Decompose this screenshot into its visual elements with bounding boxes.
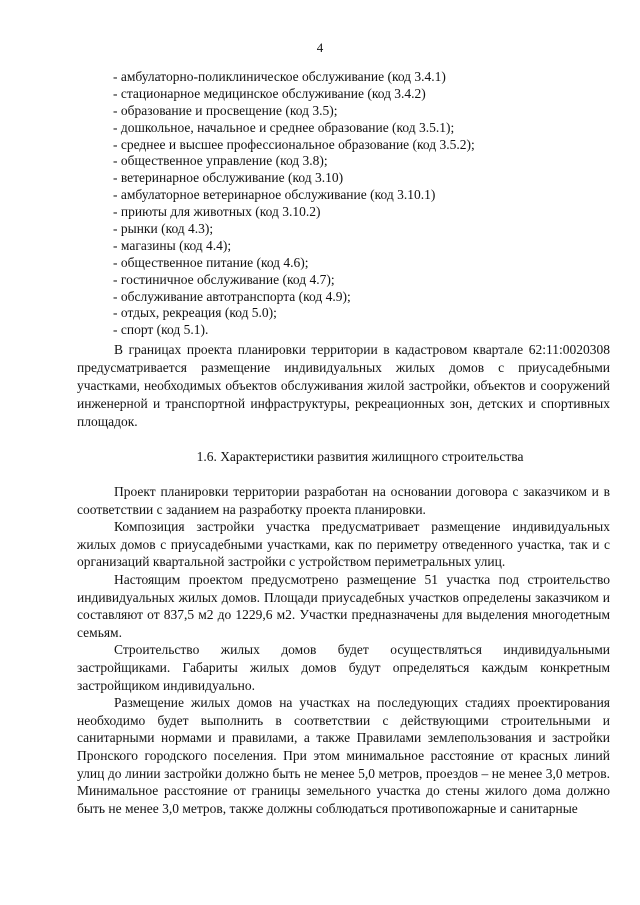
list-item: - дошкольное, начальное и среднее образование (код 3.5.1);: [113, 119, 455, 135]
list-item: - приюты для животных (код 3.10.2): [113, 204, 321, 220]
intro-block: [77, 341, 610, 431]
body-paragraph: Проект планировки территории разработан на основании договора с заказчиком и в соответствии с заданием на разработку проекта планировки.: [77, 484, 610, 517]
list-item: - общественное управление (код 3.8);: [113, 153, 328, 169]
list-item: - спорт (код 5.1).: [113, 322, 209, 338]
section-heading: 1.6. Характеристики развития жилищного строительства: [196, 449, 524, 464]
land-use-list: [113, 69, 593, 339]
list-item: - амбулаторное ветеринарное обслуживание (код 3.10.1): [113, 187, 436, 203]
list-item: - образование и просвещение (код 3.5);: [113, 102, 338, 118]
list-item: - общественное питание (код 4.6);: [113, 254, 309, 270]
list-item: - ветеринарное обслуживание (код 3.10): [113, 170, 344, 186]
body-paragraph: Размещение жилых домов на участках на последующих стадиях проектирования необходимо будет выполнить в соответствии с действующими строительными и санитарными нормами и правилами, а также Правилами землепользования и застройки Пронского городского поселения. При этом минимальное расстояние от красных линий улиц до линии застройки должно быть не менее 5,0 метров, проездов – не менее 3,0 метров. Минимальное расстояние от границы земельного участка до стены жилого дома должно быть не менее 3,0 метров, также должны соблюдаться противопожарные и санитарные: [77, 695, 610, 816]
list-item: - обслуживание автотранспорта (код 4.9);: [113, 288, 351, 304]
list-item: - отдых, рекреация (код 5.0);: [113, 305, 277, 321]
page-number: 4: [316, 40, 324, 55]
body-paragraph: Строительство жилых домов будет осуществляться индивидуальными застройщиками. Габариты жилых домов будут определяться каждым конкретным застройщиком индивидуально.: [77, 642, 610, 693]
list-item: - амбулаторно-поликлиническое обслуживание (код 3.4.1): [113, 69, 446, 84]
intro-paragraph: В границах проекта планировки территории в кадастровом квартале 62:11:0020308 предусматривается размещение индивидуальных жилых домов с приусадебными участками, необходимых объектов обслуживания жилой застройки, объектов и сооружений инженерной и транспортной инфраструктуры, рекреационных зон, детских и спортивных площадок.: [77, 342, 610, 430]
body-paragraph: Композиция застройки участка предусматривает размещение индивидуальных жилых домов с приусадебными участками, как по периметру отведенного участка, так и с организаций квартальной застройки с устройством периметральных улиц.: [77, 519, 610, 570]
list-item: - гостиничное обслуживание (код 4.7);: [113, 271, 335, 287]
list-item: - среднее и высшее профессиональное образование (код 3.5.2);: [113, 136, 475, 152]
body-paragraph: Настоящим проектом предусмотрено размещение 51 участка под строительство индивидуальных жилых домов. Площади приусадебных участков определены заказчиком и составляют от 837,5 м2 до 1229,6 м2. Участки предназначены для выделения многодетным семьям.: [77, 571, 610, 640]
list-item: - рынки (код 4.3);: [113, 221, 214, 237]
list-item: - магазины (код 4.4);: [113, 237, 232, 253]
list-item: - стационарное медицинское обслуживание (код 3.4.2): [113, 85, 426, 101]
body-block: [77, 483, 610, 817]
